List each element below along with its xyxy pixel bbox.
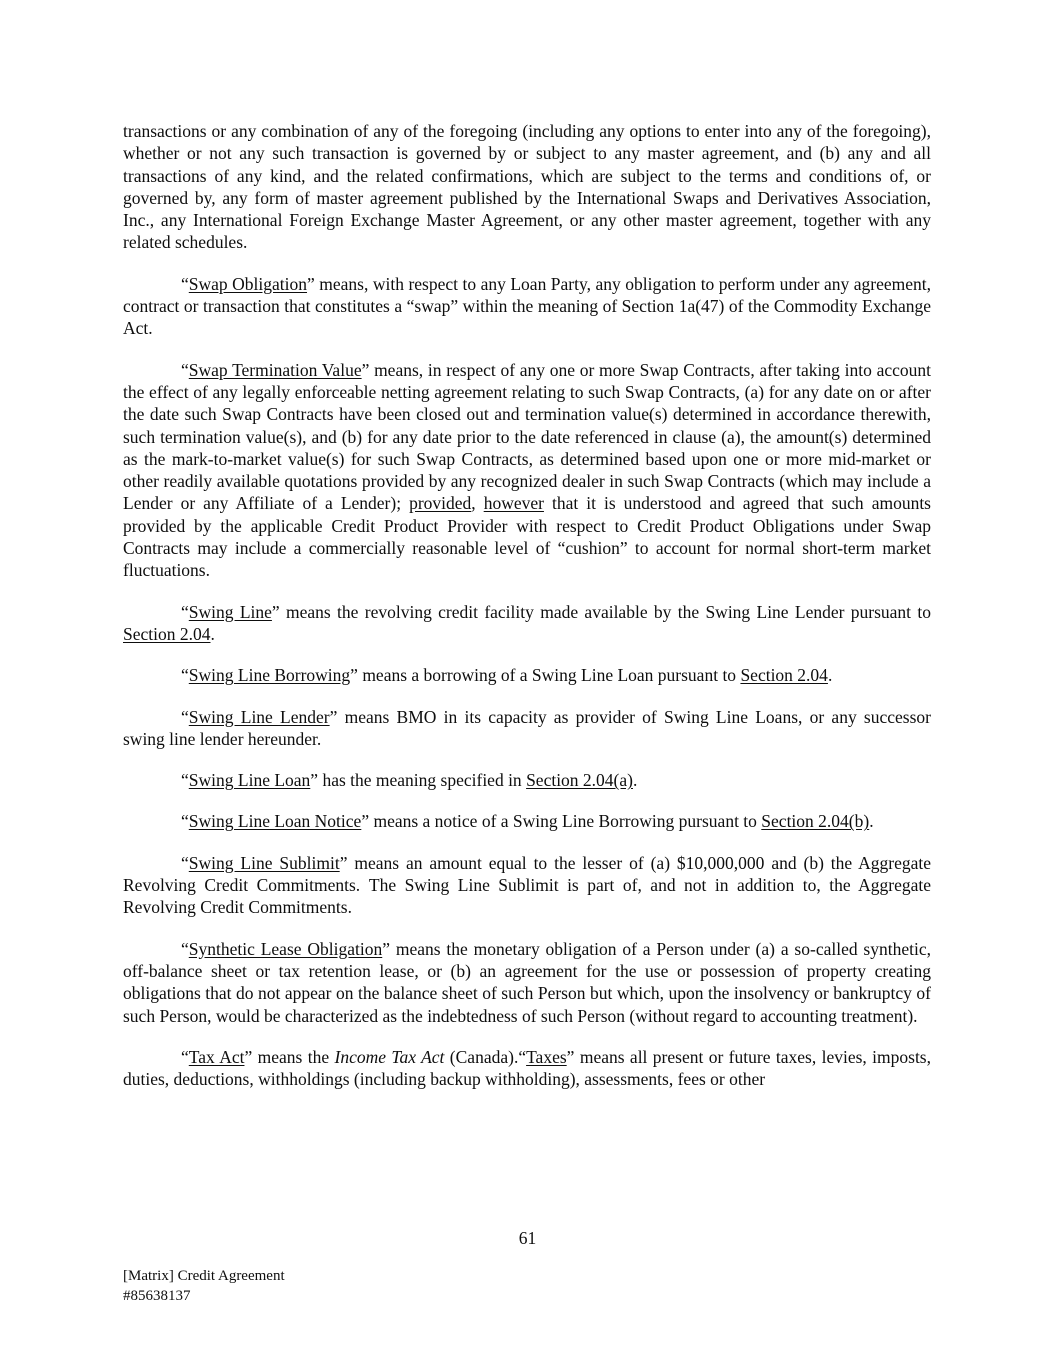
paragraph [123, 1046, 931, 1091]
text-segment: . [210, 623, 215, 644]
text-segment: ” means the monetary obligation of a Person under (a) a so-called synthetic, off-balance sheet or tax retention lease, or (b) an agreement for the use or possession of property creating obligations that do not appear on the balance sheet of such Person but which, upon the insolvency or bankruptcy of such Person, would be characterized as the indebtedness of such Person (without regard to accounting treatment). [123, 938, 931, 1026]
paragraph [123, 810, 931, 832]
text-segment: “ [181, 706, 189, 727]
defined-term: Swing Line Borrowing [188, 665, 351, 686]
text-segment: “ [181, 852, 189, 873]
text-segment: that it is understood and agreed that such amounts provided by the applicable Credit Product Provider with respect to Credit Product Obligations under Swap Contracts may include a commercially reasonable level of “cushion” to account for normal short-term market fluctuations. [123, 493, 931, 581]
defined-term: however [483, 493, 544, 514]
paragraph [123, 664, 931, 686]
defined-term: Swap Obligation [188, 273, 308, 294]
text-segment: ” means a borrowing of a Swing Line Loan pursuant to [350, 665, 741, 686]
paragraph [123, 938, 931, 1027]
defined-term: Swing Line Loan Notice [188, 811, 362, 832]
defined-term: Swap Termination Value [188, 359, 362, 380]
defined-term: Synthetic Lease Obligation [188, 938, 383, 959]
paragraph [123, 706, 931, 751]
text-segment: ” means the [244, 1046, 335, 1067]
paragraph [123, 769, 931, 791]
defined-term: Tax Act [188, 1046, 245, 1067]
text-segment: ” means, in respect of any one or more Swap Contracts, after taking into account the effect of any legally enforceable netting agreement relating to such Swap Contracts, (a) for any date on or after the date such Swap Contracts have been closed out and termination value(s) determined in accordance therewith, such termination value(s), and (b) for any date prior to the date referenced in clause (a), the amount(s) determined as the mark-to-market value(s) for such Swap Contracts, as determined based upon one or more mid-market or other readily available quotations provided by any recognized dealer in such Swap Contracts (which may include a Lender or any Affiliate of a Lender); [123, 359, 931, 514]
text-segment: . [869, 811, 874, 832]
defined-term: provided [409, 493, 472, 514]
paragraph [123, 601, 931, 646]
text-segment: “ [181, 1046, 189, 1067]
text-segment: . [632, 770, 638, 791]
text-segment: ” means an amount equal to the lesser of (a) $10,000,000 and (b) the Aggregate Revolving Credit Commitments. The Swing Line Sublimit is part of, and not in addition to, the Aggregate Revolving Credit Commitments. [123, 852, 931, 918]
paragraph [123, 120, 931, 254]
defined-term: Section 2.04(b) [761, 811, 870, 832]
defined-term: Section 2.04(a) [526, 770, 633, 791]
paragraph [123, 273, 931, 340]
defined-term: Swing Line Lender [188, 706, 330, 727]
text-segment: “ [181, 665, 189, 686]
defined-term: Swing Line [188, 601, 272, 622]
text-segment: ” means a notice of a Swing Line Borrowing pursuant to [361, 811, 762, 832]
text-segment: transactions or any combination of any of the foregoing (including any options to enter into any of the foregoing), whether or not any such transaction is governed by or subject to any master agreement, and (b) any and all transactions of any kind, and the related confirmations, which are subject to the terms and conditions of, or governed by, any form of master agreement published by the International Swaps and Derivatives Association, Inc., any International Foreign Exchange Master Agreement, or any other master agreement, together with any related schedules. [123, 121, 931, 253]
document-footer [123, 1266, 285, 1306]
text-segment: “ [181, 359, 189, 380]
text-segment: ” means, with respect to any Loan Party, any obligation to perform under any agreement, contract or transaction that constitutes a “swap” within the meaning of Section 1a(47) of the Commodity Exchange Act. [123, 273, 931, 339]
text-segment: “ [181, 273, 189, 294]
text-segment: ” has the meaning specified in [310, 770, 527, 791]
text-segment: “ [181, 770, 189, 791]
footer-doc-title: [Matrix] Credit Agreement [123, 1268, 285, 1284]
text-segment: “ [181, 938, 189, 959]
paragraph [123, 852, 931, 919]
footer-doc-id: #85638137 [123, 1288, 191, 1304]
defined-term: Swing Line Loan [188, 770, 311, 791]
text-segment: “ [181, 811, 189, 832]
paragraph [123, 359, 931, 582]
text-segment: , [471, 493, 484, 514]
text-segment: ” means all present or future taxes, levies, imposts, duties, deductions, withholdings (including backup withholding), assessments, fees or other [123, 1046, 931, 1090]
defined-term: Section 2.04 [123, 623, 211, 644]
text-segment: ” means the revolving credit facility made available by the Swing Line Lender pursuant to [271, 601, 931, 622]
text-segment: ” means BMO in its capacity as provider of Swing Line Loans, or any successor swing line lender hereunder. [123, 706, 931, 749]
text-segment: . [827, 665, 833, 686]
text-segment: “ [181, 601, 189, 622]
defined-term: Section 2.04 [740, 665, 828, 686]
defined-term: Taxes [526, 1046, 567, 1067]
text-segment: (Canada).“ [444, 1046, 527, 1067]
defined-term: Swing Line Sublimit [188, 852, 340, 873]
page-number: 61 [518, 1228, 537, 1248]
text-segment: Income Tax Act [334, 1046, 445, 1067]
document-body [123, 120, 931, 1090]
